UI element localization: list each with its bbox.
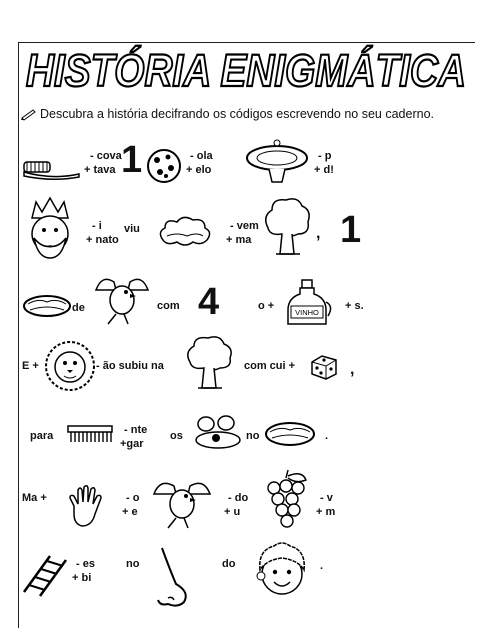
syllable-text: o + <box>258 300 275 312</box>
word-text: no <box>246 430 260 442</box>
brush-icon <box>22 158 80 182</box>
punctuation-text: , <box>350 361 355 378</box>
svg-text:VINHO: VINHO <box>295 308 319 317</box>
eggs-icon <box>192 414 244 450</box>
phrase-text: - ão subiu na <box>96 360 164 372</box>
cloud-icon <box>157 214 213 250</box>
page-title <box>22 44 472 96</box>
syllable-text: + s. <box>345 300 364 312</box>
ladder-icon <box>20 552 72 598</box>
syllable-text: - ola <box>190 150 213 162</box>
syllable-text: - i <box>92 220 102 232</box>
bottle-icon <box>284 278 334 326</box>
phrase-text: com cui + <box>244 360 296 372</box>
die-icon <box>310 354 338 380</box>
number-text: 4 <box>198 281 220 323</box>
tree-icon <box>184 334 234 392</box>
nose-icon <box>150 546 198 612</box>
number-text: 1 <box>121 139 143 181</box>
word-text: no <box>126 558 140 570</box>
pencil-icon <box>21 108 37 123</box>
syllable-text: + u <box>224 506 241 518</box>
lion-icon <box>44 340 96 392</box>
nest-icon <box>264 420 316 448</box>
bird-icon <box>92 270 152 326</box>
syllable-text: Ma + <box>22 492 47 504</box>
ball-icon <box>146 148 182 184</box>
word-text: os <box>170 430 183 442</box>
punctuation-text: . <box>325 430 329 442</box>
punctuation-text: , <box>316 225 321 242</box>
instruction-line <box>21 107 434 123</box>
word-text: para <box>30 430 54 442</box>
worksheet-frame <box>18 42 475 628</box>
syllable-text: - o <box>126 492 140 504</box>
syllable-text: - vem <box>230 220 259 232</box>
instruction-text: Descubra a história decifrando os códigos escrevendo no seu caderno. <box>40 107 434 121</box>
syllable-text: - do <box>228 492 249 504</box>
punctuation-text: . <box>320 560 324 572</box>
sink-icon <box>245 138 309 184</box>
grapes-icon <box>262 470 310 534</box>
word-text: viu <box>124 223 140 235</box>
syllable-text: + tava <box>84 164 116 176</box>
syllable-text: + m <box>316 506 336 518</box>
syllable-text: E + <box>22 360 39 372</box>
syllable-text: + e <box>122 506 138 518</box>
syllable-text: + elo <box>186 164 212 176</box>
tree-icon <box>262 196 312 258</box>
syllable-text: - cova <box>90 150 122 162</box>
syllable-text: + ma <box>226 234 252 246</box>
number-text: 1 <box>340 209 362 251</box>
syllable-text: - nte <box>124 424 148 436</box>
syllable-text: + d! <box>314 164 334 176</box>
syllable-text: - p <box>318 150 332 162</box>
hand-icon <box>66 484 106 528</box>
syllable-text: +gar <box>120 438 144 450</box>
svg-text:HISTÓRIA ENIGMÁTICA: HISTÓRIA ENIGMÁTICA <box>26 45 466 96</box>
syllable-text: - es <box>76 558 95 570</box>
comb-icon <box>66 424 114 444</box>
word-text: de <box>72 302 85 314</box>
syllable-text: + nato <box>86 234 119 246</box>
syllable-text: + bi <box>72 572 92 584</box>
boy-icon <box>254 540 310 602</box>
syllable-text: - v <box>320 492 333 504</box>
king-icon <box>22 196 78 262</box>
nest-icon <box>22 292 72 318</box>
word-text: com <box>157 300 180 312</box>
word-text: do <box>222 558 236 570</box>
bird-icon <box>150 474 214 530</box>
